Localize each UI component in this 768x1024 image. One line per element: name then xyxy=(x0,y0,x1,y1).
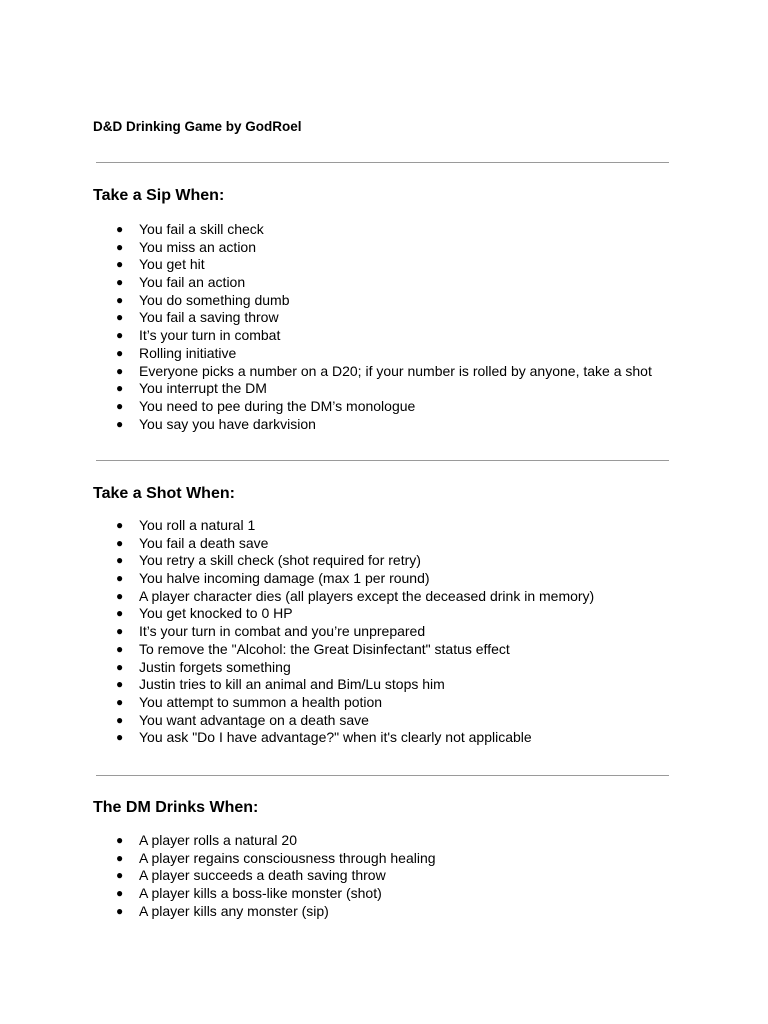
bullet-icon: ● xyxy=(116,886,124,901)
bullet-icon: ● xyxy=(116,257,124,272)
list-item-text: You get knocked to 0 HP xyxy=(139,605,293,622)
list-item-text: You fail a skill check xyxy=(139,221,264,237)
list-item-text: You ask "Do I have advantage?" when it's clearly not applicable xyxy=(139,729,532,746)
list-item-text: You retry a skill check (shot required for retry) xyxy=(139,552,421,569)
list-item xyxy=(0,256,768,274)
list-item xyxy=(0,867,768,885)
list-item-text: You attempt to summon a health potion xyxy=(139,693,383,710)
list-item xyxy=(0,552,768,570)
bullet-icon: ● xyxy=(116,553,124,568)
list-item-text: Everyone picks a number on a D20; if your number is rolled by anyone, take a shot xyxy=(139,362,652,379)
list-item xyxy=(0,729,768,747)
document-title: D&D Drinking Game by GodRoel xyxy=(93,119,302,134)
list-item-text: You need to pee during the DM’s monologue xyxy=(139,397,416,414)
bullet-icon: ● xyxy=(116,641,124,656)
list-item xyxy=(0,309,768,327)
list-item-text: A player succeeds a death saving throw xyxy=(139,867,386,884)
list-item xyxy=(0,570,768,588)
bullet-icon: ● xyxy=(116,345,124,360)
bullet-icon: ● xyxy=(116,328,124,343)
list-item xyxy=(0,903,768,921)
list-item xyxy=(0,398,768,416)
list-item xyxy=(0,832,768,850)
list-item-text: You roll a natural 1 xyxy=(139,517,256,533)
bullet-icon: ● xyxy=(116,292,124,307)
list-item-text: You halve incoming damage (max 1 per round) xyxy=(139,570,430,587)
list-item xyxy=(0,850,768,868)
list-item xyxy=(0,327,768,345)
section-heading-dm: The DM Drinks When: xyxy=(93,799,259,816)
section-heading-shot: Take a Shot When: xyxy=(93,485,235,502)
list-item xyxy=(0,712,768,730)
bullet-icon: ● xyxy=(116,398,124,413)
list-item xyxy=(0,659,768,677)
bullet-icon: ● xyxy=(116,624,124,639)
shot-list xyxy=(0,517,768,747)
bullet-icon: ● xyxy=(116,518,124,532)
bullet-icon: ● xyxy=(116,677,124,692)
list-item-text: You interrupt the DM xyxy=(139,380,267,397)
list-item-text: You say you have darkvision xyxy=(139,415,316,432)
bullet-icon: ● xyxy=(116,606,124,621)
list-item xyxy=(0,588,768,606)
list-item-text: It’s your turn in combat xyxy=(139,327,281,344)
list-item-text: You miss an action xyxy=(139,238,256,255)
bullet-icon: ● xyxy=(116,833,124,847)
bullet-icon: ● xyxy=(116,868,124,883)
list-item-text: A player kills any monster (sip) xyxy=(139,902,329,919)
bullet-icon: ● xyxy=(116,416,124,431)
bullet-icon: ● xyxy=(116,659,124,674)
bullet-icon: ● xyxy=(116,730,124,745)
list-item xyxy=(0,535,768,553)
list-item xyxy=(0,363,768,381)
bullet-icon: ● xyxy=(116,310,124,325)
list-item xyxy=(0,239,768,257)
list-item xyxy=(0,274,768,292)
bullet-icon: ● xyxy=(116,222,124,236)
list-item-text: A player rolls a natural 20 xyxy=(139,832,297,848)
list-item xyxy=(0,605,768,623)
list-item-text: A player regains consciousness through healing xyxy=(139,849,436,866)
section-divider xyxy=(96,460,669,461)
bullet-icon: ● xyxy=(116,694,124,709)
bullet-icon: ● xyxy=(116,535,124,550)
list-item-text: Rolling initiative xyxy=(139,344,237,361)
list-item-text: A player character dies (all players except the deceased drink in memory) xyxy=(139,587,595,604)
bullet-icon: ● xyxy=(116,239,124,254)
list-item-text: It’s your turn in combat and you’re unprepared xyxy=(139,623,426,640)
list-item-text: Justin forgets something xyxy=(139,658,291,675)
list-item-text: You fail a death save xyxy=(139,534,269,551)
sip-list xyxy=(0,221,768,433)
list-item-text: You fail an action xyxy=(139,274,246,291)
bullet-icon: ● xyxy=(116,903,124,918)
bullet-icon: ● xyxy=(116,588,124,603)
list-item xyxy=(0,517,768,535)
section-divider xyxy=(96,775,669,776)
list-item xyxy=(0,345,768,363)
section-divider xyxy=(96,162,669,163)
bullet-icon: ● xyxy=(116,381,124,396)
dm-list xyxy=(0,832,768,920)
list-item xyxy=(0,623,768,641)
list-item xyxy=(0,641,768,659)
bullet-icon: ● xyxy=(116,850,124,865)
list-item xyxy=(0,380,768,398)
list-item-text: Justin tries to kill an animal and Bim/Lu stops him xyxy=(139,676,445,693)
bullet-icon: ● xyxy=(116,571,124,586)
list-item-text: A player kills a boss-like monster (shot) xyxy=(139,885,382,902)
list-item-text: You fail a saving throw xyxy=(139,309,279,326)
list-item-text: You want advantage on a death save xyxy=(139,711,369,728)
list-item xyxy=(0,416,768,434)
list-item-text: You do something dumb xyxy=(139,291,290,308)
list-item xyxy=(0,292,768,310)
section-heading-sip: Take a Sip When: xyxy=(93,187,225,204)
list-item xyxy=(0,221,768,239)
list-item xyxy=(0,885,768,903)
bullet-icon: ● xyxy=(116,363,124,378)
bullet-icon: ● xyxy=(116,712,124,727)
list-item-text: You get hit xyxy=(139,256,205,273)
list-item xyxy=(0,694,768,712)
list-item-text: To remove the "Alcohol: the Great Disinfectant" status effect xyxy=(139,640,510,657)
list-item xyxy=(0,676,768,694)
bullet-icon: ● xyxy=(116,275,124,290)
